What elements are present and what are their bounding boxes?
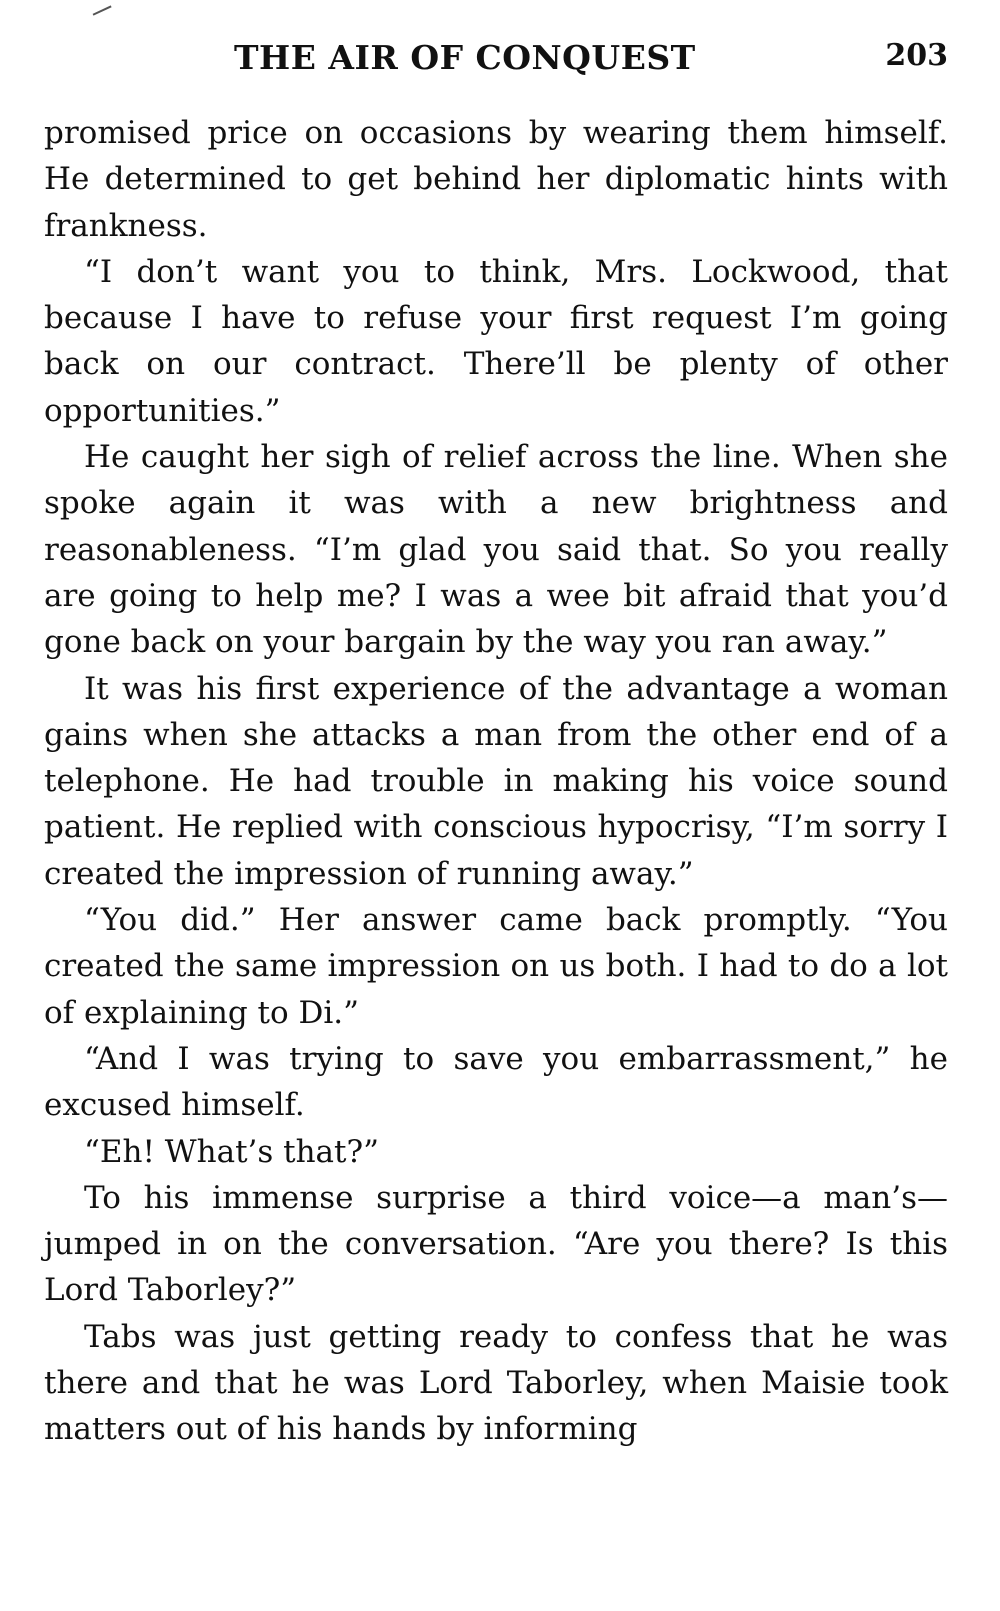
scan-mark: [88, 0, 111, 16]
paragraph: “I don’t want you to think, Mrs. Lockwood, that because I have to refuse your first request I’m going back on our contract. There’ll be plenty of other opportunities.”: [44, 253, 948, 429]
paragraph: “And I was trying to save you embarrassment,” he excused himself.: [44, 1040, 948, 1124]
body-text: [44, 110, 948, 1453]
paragraph: It was his first experience of the advantage a woman gains when she attacks a man from the other end of a telephone. He had trouble in making his voice sound patient. He replied with conscious hypocrisy, “I’m sorry I created the impression of running away.”: [44, 670, 948, 892]
running-head: THE AIR OF CONQUEST: [234, 38, 696, 77]
page-header: [44, 38, 948, 88]
paragraph: “You did.” Her answer came back promptly. “You created the same impression on us both. I had to do a lot of explaining to Di.”: [44, 902, 948, 1031]
paragraph: “Eh! What’s that?”: [84, 1133, 379, 1170]
paragraph: Tabs was just getting ready to confess that he was there and that he was Lord Taborley, when Maisie took matters out of his hands by informing: [44, 1318, 948, 1448]
paragraph: He caught her sigh of relief across the line. When she spoke again it was with a new brightness and reasonableness. “I’m glad you said that. So you really are going to help me? I was a wee bit afraid that you’d gone back on your bargain by the way you ran away.”: [44, 439, 948, 661]
paragraph: promised price on occasions by wearing them himself. He determined to get behind her diplomatic hints with frankness.: [44, 115, 948, 244]
page-number: 203: [885, 38, 948, 73]
paragraph: To his immense surprise a third voice—a man’s—jumped in on the conversation. “Are you there? Is this Lord Taborley?”: [44, 1179, 948, 1309]
